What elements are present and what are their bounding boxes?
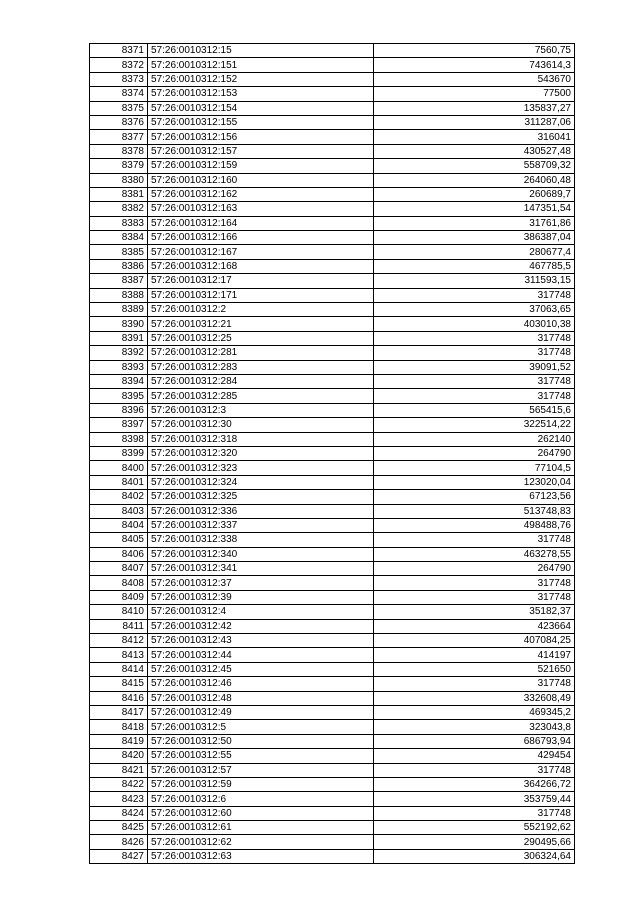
table-row xyxy=(90,734,575,748)
value-cell: 407084,25 xyxy=(374,634,575,648)
row-number-cell: 8422 xyxy=(90,777,148,791)
cadastral-number-cell: 57:26:0010312:63 xyxy=(148,849,374,863)
value-cell: 280677,4 xyxy=(374,245,575,259)
cadastral-number-cell: 57:26:0010312:49 xyxy=(148,705,374,719)
cadastral-number-cell: 57:26:0010312:3 xyxy=(148,403,374,417)
cadastral-number-cell: 57:26:0010312:2 xyxy=(148,303,374,317)
row-number-cell: 8425 xyxy=(90,821,148,835)
table-row xyxy=(90,432,575,446)
table-row xyxy=(90,303,575,317)
row-number-cell: 8386 xyxy=(90,259,148,273)
table-row xyxy=(90,44,575,58)
cadastral-number-cell: 57:26:0010312:155 xyxy=(148,115,374,129)
row-number-cell: 8378 xyxy=(90,144,148,158)
row-number-cell: 8416 xyxy=(90,691,148,705)
row-number-cell: 8392 xyxy=(90,346,148,360)
row-number-cell: 8396 xyxy=(90,403,148,417)
row-number-cell: 8410 xyxy=(90,605,148,619)
table-row xyxy=(90,202,575,216)
value-cell: 264060,48 xyxy=(374,173,575,187)
table-row xyxy=(90,231,575,245)
row-number-cell: 8402 xyxy=(90,490,148,504)
row-number-cell: 8383 xyxy=(90,216,148,230)
value-cell: 317748 xyxy=(374,389,575,403)
table-row xyxy=(90,662,575,676)
value-cell: 316041 xyxy=(374,130,575,144)
table-row xyxy=(90,677,575,691)
value-cell: 317748 xyxy=(374,533,575,547)
value-cell: 386387,04 xyxy=(374,231,575,245)
cadastral-number-cell: 57:26:0010312:341 xyxy=(148,562,374,576)
value-cell: 565415,6 xyxy=(374,403,575,417)
table-row xyxy=(90,101,575,115)
cadastral-number-cell: 57:26:0010312:166 xyxy=(148,231,374,245)
row-number-cell: 8387 xyxy=(90,274,148,288)
table-row xyxy=(90,547,575,561)
row-number-cell: 8401 xyxy=(90,475,148,489)
value-cell: 467785,5 xyxy=(374,259,575,273)
value-cell: 353759,44 xyxy=(374,792,575,806)
table-row xyxy=(90,87,575,101)
value-cell: 7560,75 xyxy=(374,44,575,58)
table-row xyxy=(90,648,575,662)
cadastral-value-table xyxy=(89,43,575,864)
value-cell: 67123,56 xyxy=(374,490,575,504)
cadastral-number-cell: 57:26:0010312:153 xyxy=(148,87,374,101)
cadastral-number-cell: 57:26:0010312:50 xyxy=(148,734,374,748)
row-number-cell: 8412 xyxy=(90,634,148,648)
cadastral-number-cell: 57:26:0010312:17 xyxy=(148,274,374,288)
cadastral-number-cell: 57:26:0010312:283 xyxy=(148,360,374,374)
row-number-cell: 8376 xyxy=(90,115,148,129)
value-cell: 469345,2 xyxy=(374,705,575,719)
cadastral-number-cell: 57:26:0010312:285 xyxy=(148,389,374,403)
cadastral-number-cell: 57:26:0010312:43 xyxy=(148,634,374,648)
table-row xyxy=(90,187,575,201)
table-row xyxy=(90,691,575,705)
row-number-cell: 8417 xyxy=(90,705,148,719)
row-number-cell: 8388 xyxy=(90,288,148,302)
table-row xyxy=(90,475,575,489)
cadastral-number-cell: 57:26:0010312:162 xyxy=(148,187,374,201)
row-number-cell: 8397 xyxy=(90,418,148,432)
cadastral-number-cell: 57:26:0010312:62 xyxy=(148,835,374,849)
cadastral-number-cell: 57:26:0010312:323 xyxy=(148,461,374,475)
cadastral-number-cell: 57:26:0010312:164 xyxy=(148,216,374,230)
cadastral-number-cell: 57:26:0010312:168 xyxy=(148,259,374,273)
value-cell: 317748 xyxy=(374,576,575,590)
table-row xyxy=(90,634,575,648)
cadastral-number-cell: 57:26:0010312:4 xyxy=(148,605,374,619)
value-cell: 317748 xyxy=(374,346,575,360)
cadastral-number-cell: 57:26:0010312:318 xyxy=(148,432,374,446)
cadastral-number-cell: 57:26:0010312:42 xyxy=(148,619,374,633)
cadastral-number-cell: 57:26:0010312:25 xyxy=(148,331,374,345)
table-row xyxy=(90,274,575,288)
row-number-cell: 8405 xyxy=(90,533,148,547)
cadastral-number-cell: 57:26:0010312:151 xyxy=(148,58,374,72)
table-row xyxy=(90,806,575,820)
value-cell: 543670 xyxy=(374,72,575,86)
value-cell: 317748 xyxy=(374,288,575,302)
value-cell: 317748 xyxy=(374,590,575,604)
table-row xyxy=(90,533,575,547)
cadastral-number-cell: 57:26:0010312:338 xyxy=(148,533,374,547)
value-cell: 311287,06 xyxy=(374,115,575,129)
table-row xyxy=(90,403,575,417)
table-row xyxy=(90,259,575,273)
value-cell: 498488,76 xyxy=(374,518,575,532)
table-row xyxy=(90,446,575,460)
table-row xyxy=(90,504,575,518)
row-number-cell: 8384 xyxy=(90,231,148,245)
cadastral-number-cell: 57:26:0010312:156 xyxy=(148,130,374,144)
value-cell: 264790 xyxy=(374,446,575,460)
cadastral-number-cell: 57:26:0010312:167 xyxy=(148,245,374,259)
value-cell: 77500 xyxy=(374,87,575,101)
cadastral-number-cell: 57:26:0010312:336 xyxy=(148,504,374,518)
row-number-cell: 8393 xyxy=(90,360,148,374)
value-cell: 552192,62 xyxy=(374,821,575,835)
row-number-cell: 8374 xyxy=(90,87,148,101)
row-number-cell: 8408 xyxy=(90,576,148,590)
row-number-cell: 8426 xyxy=(90,835,148,849)
row-number-cell: 8394 xyxy=(90,374,148,388)
table-row xyxy=(90,849,575,863)
table-row xyxy=(90,705,575,719)
table-row xyxy=(90,346,575,360)
cadastral-number-cell: 57:26:0010312:324 xyxy=(148,475,374,489)
table-row xyxy=(90,619,575,633)
cadastral-number-cell: 57:26:0010312:5 xyxy=(148,720,374,734)
row-number-cell: 8391 xyxy=(90,331,148,345)
row-number-cell: 8414 xyxy=(90,662,148,676)
table-row xyxy=(90,605,575,619)
row-number-cell: 8373 xyxy=(90,72,148,86)
cadastral-number-cell: 57:26:0010312:59 xyxy=(148,777,374,791)
row-number-cell: 8389 xyxy=(90,303,148,317)
row-number-cell: 8409 xyxy=(90,590,148,604)
value-cell: 364266,72 xyxy=(374,777,575,791)
value-cell: 414197 xyxy=(374,648,575,662)
value-cell: 429454 xyxy=(374,749,575,763)
table-row xyxy=(90,159,575,173)
value-cell: 317748 xyxy=(374,763,575,777)
value-cell: 39091,52 xyxy=(374,360,575,374)
value-cell: 262140 xyxy=(374,432,575,446)
cadastral-number-cell: 57:26:0010312:55 xyxy=(148,749,374,763)
value-cell: 686793,94 xyxy=(374,734,575,748)
row-number-cell: 8418 xyxy=(90,720,148,734)
table-row xyxy=(90,331,575,345)
cadastral-number-cell: 57:26:0010312:159 xyxy=(148,159,374,173)
cadastral-number-cell: 57:26:0010312:57 xyxy=(148,763,374,777)
row-number-cell: 8415 xyxy=(90,677,148,691)
cadastral-number-cell: 57:26:0010312:171 xyxy=(148,288,374,302)
value-cell: 317748 xyxy=(374,806,575,820)
table-row xyxy=(90,144,575,158)
table-row xyxy=(90,518,575,532)
value-cell: 306324,64 xyxy=(374,849,575,863)
cadastral-number-cell: 57:26:0010312:60 xyxy=(148,806,374,820)
value-cell: 322514,22 xyxy=(374,418,575,432)
row-number-cell: 8377 xyxy=(90,130,148,144)
row-number-cell: 8400 xyxy=(90,461,148,475)
value-cell: 317748 xyxy=(374,331,575,345)
value-cell: 135837,27 xyxy=(374,101,575,115)
table-body xyxy=(90,44,575,864)
row-number-cell: 8423 xyxy=(90,792,148,806)
cadastral-number-cell: 57:26:0010312:15 xyxy=(148,44,374,58)
table-row xyxy=(90,72,575,86)
table-row xyxy=(90,360,575,374)
row-number-cell: 8375 xyxy=(90,101,148,115)
row-number-cell: 8420 xyxy=(90,749,148,763)
table-row xyxy=(90,58,575,72)
table-row xyxy=(90,389,575,403)
cadastral-number-cell: 57:26:0010312:61 xyxy=(148,821,374,835)
value-cell: 332608,49 xyxy=(374,691,575,705)
row-number-cell: 8413 xyxy=(90,648,148,662)
table-row xyxy=(90,792,575,806)
value-cell: 264790 xyxy=(374,562,575,576)
row-number-cell: 8395 xyxy=(90,389,148,403)
table-row xyxy=(90,720,575,734)
cadastral-number-cell: 57:26:0010312:48 xyxy=(148,691,374,705)
table-row xyxy=(90,777,575,791)
cadastral-number-cell: 57:26:0010312:160 xyxy=(148,173,374,187)
table-row xyxy=(90,576,575,590)
value-cell: 317748 xyxy=(374,677,575,691)
cadastral-number-cell: 57:26:0010312:21 xyxy=(148,317,374,331)
cadastral-number-cell: 57:26:0010312:45 xyxy=(148,662,374,676)
row-number-cell: 8380 xyxy=(90,173,148,187)
table-row xyxy=(90,374,575,388)
row-number-cell: 8379 xyxy=(90,159,148,173)
row-number-cell: 8424 xyxy=(90,806,148,820)
cadastral-number-cell: 57:26:0010312:157 xyxy=(148,144,374,158)
table-row xyxy=(90,749,575,763)
cadastral-number-cell: 57:26:0010312:39 xyxy=(148,590,374,604)
value-cell: 430527,48 xyxy=(374,144,575,158)
row-number-cell: 8407 xyxy=(90,562,148,576)
table-row xyxy=(90,461,575,475)
value-cell: 260689,7 xyxy=(374,187,575,201)
cadastral-number-cell: 57:26:0010312:44 xyxy=(148,648,374,662)
value-cell: 513748,83 xyxy=(374,504,575,518)
cadastral-number-cell: 57:26:0010312:284 xyxy=(148,374,374,388)
value-cell: 423664 xyxy=(374,619,575,633)
table-row xyxy=(90,130,575,144)
cadastral-number-cell: 57:26:0010312:320 xyxy=(148,446,374,460)
table-row xyxy=(90,317,575,331)
row-number-cell: 8399 xyxy=(90,446,148,460)
value-cell: 37063,65 xyxy=(374,303,575,317)
row-number-cell: 8381 xyxy=(90,187,148,201)
cadastral-number-cell: 57:26:0010312:152 xyxy=(148,72,374,86)
table-row xyxy=(90,288,575,302)
cadastral-number-cell: 57:26:0010312:325 xyxy=(148,490,374,504)
row-number-cell: 8421 xyxy=(90,763,148,777)
value-cell: 403010,38 xyxy=(374,317,575,331)
value-cell: 521650 xyxy=(374,662,575,676)
table-row xyxy=(90,490,575,504)
value-cell: 35182,37 xyxy=(374,605,575,619)
value-cell: 323043,8 xyxy=(374,720,575,734)
row-number-cell: 8403 xyxy=(90,504,148,518)
row-number-cell: 8372 xyxy=(90,58,148,72)
table-row xyxy=(90,115,575,129)
row-number-cell: 8382 xyxy=(90,202,148,216)
table-row xyxy=(90,245,575,259)
row-number-cell: 8419 xyxy=(90,734,148,748)
cadastral-number-cell: 57:26:0010312:6 xyxy=(148,792,374,806)
table-row xyxy=(90,562,575,576)
table-row xyxy=(90,763,575,777)
cadastral-number-cell: 57:26:0010312:37 xyxy=(148,576,374,590)
table-row xyxy=(90,216,575,230)
value-cell: 290495,66 xyxy=(374,835,575,849)
value-cell: 558709,32 xyxy=(374,159,575,173)
cadastral-number-cell: 57:26:0010312:30 xyxy=(148,418,374,432)
value-cell: 31761,86 xyxy=(374,216,575,230)
cadastral-number-cell: 57:26:0010312:154 xyxy=(148,101,374,115)
row-number-cell: 8385 xyxy=(90,245,148,259)
cadastral-number-cell: 57:26:0010312:340 xyxy=(148,547,374,561)
value-cell: 743614,3 xyxy=(374,58,575,72)
value-cell: 123020,04 xyxy=(374,475,575,489)
row-number-cell: 8371 xyxy=(90,44,148,58)
value-cell: 147351,54 xyxy=(374,202,575,216)
cadastral-number-cell: 57:26:0010312:337 xyxy=(148,518,374,532)
value-cell: 463278,55 xyxy=(374,547,575,561)
row-number-cell: 8390 xyxy=(90,317,148,331)
value-cell: 317748 xyxy=(374,374,575,388)
table-row xyxy=(90,173,575,187)
row-number-cell: 8404 xyxy=(90,518,148,532)
table-row xyxy=(90,835,575,849)
table-row xyxy=(90,590,575,604)
row-number-cell: 8406 xyxy=(90,547,148,561)
row-number-cell: 8411 xyxy=(90,619,148,633)
row-number-cell: 8398 xyxy=(90,432,148,446)
table-row xyxy=(90,418,575,432)
cadastral-number-cell: 57:26:0010312:281 xyxy=(148,346,374,360)
value-cell: 77104,5 xyxy=(374,461,575,475)
table-row xyxy=(90,821,575,835)
row-number-cell: 8427 xyxy=(90,849,148,863)
cadastral-number-cell: 57:26:0010312:46 xyxy=(148,677,374,691)
value-cell: 311593,15 xyxy=(374,274,575,288)
cadastral-number-cell: 57:26:0010312:163 xyxy=(148,202,374,216)
